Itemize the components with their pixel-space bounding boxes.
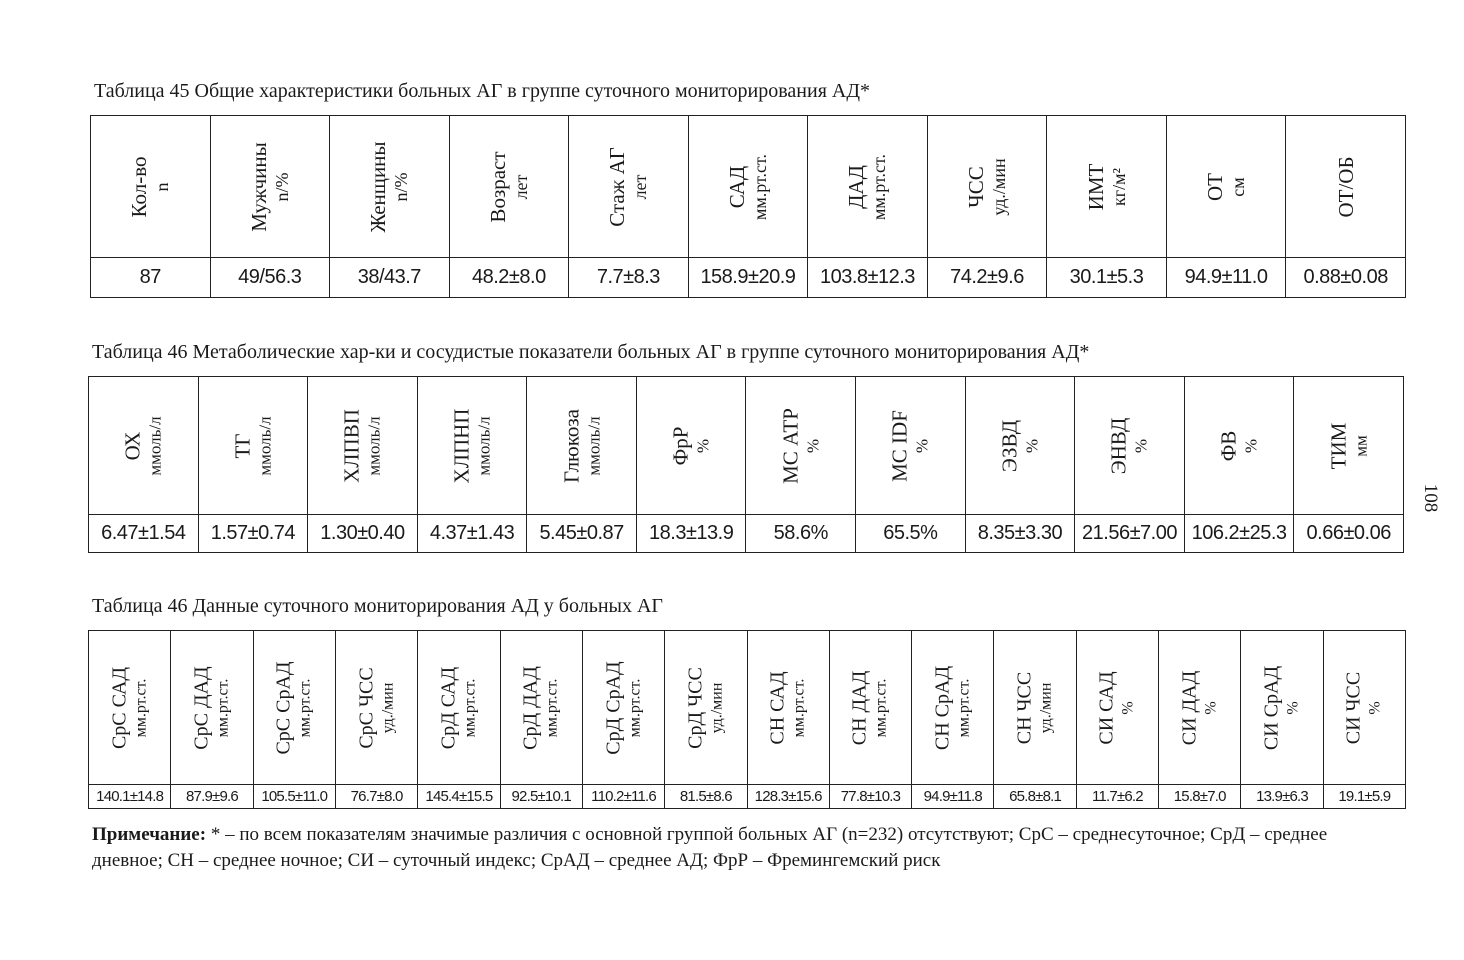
- header-label: ФВ: [1216, 430, 1241, 461]
- table46a-caption: Таблица 46 Метаболические хар-ки и сосудистые показатели больных АГ в группе суточного мониторирования АД*: [92, 341, 1090, 363]
- header-cell: [746, 377, 856, 515]
- header-unit: уд./мин: [708, 682, 726, 733]
- header-unit: см: [1228, 176, 1249, 197]
- header-label: СИ ДАД: [1178, 670, 1201, 745]
- header-unit: n: [152, 182, 173, 191]
- header-unit: %: [1131, 438, 1151, 453]
- value-cell: 15.8±7.0: [1159, 785, 1241, 809]
- header-unit: мм.рт.ст.: [872, 678, 890, 737]
- header-cell: [856, 377, 966, 515]
- header-unit: мм.рт.ст.: [461, 678, 479, 737]
- header-label: СН ДАД: [848, 670, 871, 745]
- header-row: [91, 116, 1406, 258]
- value-row: [89, 515, 1404, 553]
- header-unit: мм.рт.ст.: [132, 678, 150, 737]
- note-label: Примечание:: [92, 824, 207, 845]
- value-cell: 145.4±15.5: [418, 785, 500, 809]
- header-unit: %: [912, 438, 932, 453]
- header-label: ЭЗВД: [997, 419, 1022, 472]
- header-text: [1334, 156, 1358, 217]
- header-text: [273, 661, 316, 754]
- header-row: [89, 631, 1406, 785]
- value-cell: 77.8±10.3: [829, 785, 911, 809]
- header-label: МС IDF: [887, 409, 912, 482]
- header-cell: [569, 116, 689, 258]
- header-unit: %: [1202, 700, 1220, 715]
- header-unit: ммоль/л: [145, 415, 165, 476]
- value-cell: 128.3±15.6: [747, 785, 829, 809]
- header-label: Глюкоза: [559, 408, 584, 483]
- header-cell: [1323, 631, 1405, 785]
- header-text: [997, 419, 1042, 471]
- header-text: [437, 666, 480, 748]
- header-text: [931, 665, 974, 749]
- header-text: [1261, 665, 1304, 749]
- header-label: СИ САД: [1095, 670, 1118, 745]
- header-cell: [500, 631, 582, 785]
- header-cell: [927, 116, 1047, 258]
- header-label: ТГ: [230, 433, 255, 458]
- value-cell: 140.1±14.8: [89, 785, 171, 809]
- header-label: СрС САД: [108, 666, 131, 749]
- header-label: ЧСС: [963, 165, 988, 208]
- header-unit: мм.рт.ст.: [869, 153, 890, 220]
- header-text: [684, 667, 727, 749]
- header-text: [190, 666, 233, 749]
- header-label: СрД ЧСС: [684, 666, 707, 749]
- header-label: СрС ЧСС: [355, 666, 378, 749]
- value-cell: 4.37±1.43: [417, 515, 527, 553]
- header-cell: [688, 116, 808, 258]
- header-text: [1084, 163, 1130, 210]
- header-unit: n/%: [391, 172, 412, 202]
- header-unit: %: [1119, 700, 1137, 715]
- header-cell: [994, 631, 1076, 785]
- header-unit: мм.рт.ст.: [296, 678, 314, 737]
- header-cell: [1166, 116, 1286, 258]
- value-cell: 1.57±0.74: [198, 515, 308, 553]
- header-label: Возраст: [485, 150, 510, 223]
- header-text: [778, 408, 823, 484]
- value-row: [91, 258, 1406, 298]
- header-cell: [198, 377, 308, 515]
- header-label: ОХ: [120, 431, 145, 460]
- header-cell: [747, 631, 829, 785]
- value-cell: 106.2±25.3: [1184, 515, 1294, 553]
- header-text: [602, 661, 645, 754]
- header-label: ДАД: [844, 164, 869, 209]
- header-text: [121, 416, 166, 475]
- value-cell: 19.1±5.9: [1323, 785, 1405, 809]
- header-cell: [449, 116, 569, 258]
- header-label: МС АТР: [778, 407, 803, 484]
- value-cell: 48.2±8.0: [449, 258, 569, 298]
- header-unit: %: [693, 438, 713, 453]
- value-cell: 21.56±7.00: [1075, 515, 1185, 553]
- value-cell: 7.7±8.3: [569, 258, 689, 298]
- value-cell: 65.5%: [856, 515, 966, 553]
- header-text: [366, 141, 412, 232]
- header-label: СИ СрАД: [1260, 665, 1283, 750]
- header-cell: [253, 631, 335, 785]
- header-cell: [829, 631, 911, 785]
- header-unit: %: [803, 438, 823, 453]
- value-cell: 0.66±0.06: [1294, 515, 1404, 553]
- value-cell: 38/43.7: [330, 258, 450, 298]
- header-label: СрС ДАД: [190, 665, 213, 750]
- value-cell: 6.47±1.54: [89, 515, 199, 553]
- value-cell: 30.1±5.3: [1047, 258, 1167, 298]
- header-cell: [89, 631, 171, 785]
- header-unit: ммоль/л: [584, 415, 604, 476]
- value-cell: 81.5±8.6: [665, 785, 747, 809]
- header-cell: [89, 377, 199, 515]
- header-text: [340, 409, 385, 483]
- header-text: [559, 409, 604, 483]
- header-cell: [91, 116, 211, 258]
- value-cell: 103.8±12.3: [808, 258, 928, 298]
- header-unit: ммоль/л: [364, 415, 384, 476]
- header-text: [108, 666, 151, 748]
- header-cell: [330, 116, 450, 258]
- header-text: [127, 156, 173, 217]
- value-cell: 13.9±6.3: [1241, 785, 1323, 809]
- header-label: Женщины: [366, 140, 391, 233]
- header-label: ЭНВД: [1106, 417, 1131, 474]
- value-cell: 5.45±0.87: [527, 515, 637, 553]
- header-text: [520, 666, 563, 750]
- table-note: [92, 822, 1392, 874]
- header-cell: [965, 377, 1075, 515]
- header-unit: уд./мин: [379, 682, 397, 733]
- table45-caption: Таблица 45 Общие характеристики больных АГ в группе суточного мониторирования АД*: [94, 80, 870, 102]
- header-label: Мужчины: [246, 141, 271, 232]
- header-label: Стаж АГ: [605, 146, 630, 227]
- header-cell: [171, 631, 253, 785]
- header-label: СН САД: [766, 670, 789, 745]
- header-unit: кг/м²: [1108, 167, 1129, 206]
- header-text: [1343, 671, 1386, 743]
- header-unit: мм.рт.ст.: [749, 153, 770, 220]
- header-text: [486, 151, 532, 222]
- header-cell: [665, 631, 747, 785]
- table-46-metabolic: [88, 376, 1404, 553]
- header-cell: [308, 377, 418, 515]
- header-text: [1178, 670, 1221, 745]
- header-text: [1107, 417, 1152, 474]
- header-text: [230, 416, 275, 475]
- header-label: ОТ: [1203, 172, 1228, 201]
- header-label: СрС СрАД: [272, 660, 295, 755]
- value-cell: 58.6%: [746, 515, 856, 553]
- value-cell: 105.5±11.0: [253, 785, 335, 809]
- header-cell: [636, 377, 746, 515]
- header-text: [725, 153, 771, 219]
- header-text: [964, 158, 1010, 215]
- header-label: СрД СрАД: [602, 660, 625, 755]
- header-unit: лет: [510, 174, 531, 199]
- header-label: СИ ЧСС: [1342, 671, 1365, 744]
- header-text: [669, 426, 714, 465]
- header-unit: ммоль/л: [255, 415, 275, 476]
- header-label: ХЛПНП: [449, 408, 474, 483]
- header-cell: [1294, 377, 1404, 515]
- value-cell: 0.88±0.08: [1286, 258, 1406, 298]
- header-unit: мм: [1351, 434, 1371, 457]
- header-text: [888, 410, 933, 482]
- header-text: [247, 142, 293, 232]
- value-cell: 94.9±11.8: [912, 785, 994, 809]
- header-unit: %: [1366, 700, 1384, 715]
- value-cell: 18.3±13.9: [636, 515, 746, 553]
- header-unit: уд./мин: [988, 157, 1009, 216]
- page-number: 108: [1420, 483, 1441, 513]
- header-label: СрД ДАД: [519, 665, 542, 750]
- header-cell: [210, 116, 330, 258]
- header-unit: уд./мин: [1037, 682, 1055, 733]
- value-cell: 11.7±6.2: [1076, 785, 1158, 809]
- header-cell: [335, 631, 417, 785]
- header-cell: [418, 631, 500, 785]
- header-unit: %: [1284, 700, 1302, 715]
- header-cell: [417, 377, 527, 515]
- header-text: [605, 147, 651, 227]
- note-text: * – по всем показателям значимые различия с основной группой больных АГ (n=232) отсутствуют; СрС – среднесуточное; СрД – среднее дневное; СН – среднее ночное; СИ – суточный индекс; СрАД – среднее АД; ФрР – Фремингемский риск: [92, 824, 1328, 871]
- value-cell: 94.9±11.0: [1166, 258, 1286, 298]
- header-unit: мм.рт.ст.: [790, 678, 808, 737]
- header-cell: [527, 377, 637, 515]
- header-unit: ммоль/л: [474, 415, 494, 476]
- header-cell: [1075, 377, 1185, 515]
- value-cell: 76.7±8.0: [335, 785, 417, 809]
- header-cell: [1076, 631, 1158, 785]
- header-cell: [1047, 116, 1167, 258]
- header-cell: [1286, 116, 1406, 258]
- header-unit: лет: [630, 174, 651, 199]
- header-text: [844, 153, 890, 219]
- value-cell: 87.9±9.6: [171, 785, 253, 809]
- header-label: ОТ/ОБ: [1333, 155, 1358, 218]
- table46b-caption: Таблица 46 Данные суточного мониторирования АД у больных АГ: [92, 595, 663, 617]
- header-cell: [1241, 631, 1323, 785]
- table-45: [90, 115, 1406, 298]
- value-cell: 65.8±8.1: [994, 785, 1076, 809]
- header-label: ИМТ: [1083, 163, 1108, 210]
- value-cell: 1.30±0.40: [308, 515, 418, 553]
- header-text: [1217, 430, 1262, 461]
- header-cell: [1184, 377, 1294, 515]
- header-cell: [912, 631, 994, 785]
- value-cell: 8.35±3.30: [965, 515, 1075, 553]
- header-unit: %: [1022, 438, 1042, 453]
- header-row: [89, 377, 1404, 515]
- header-unit: мм.рт.ст.: [626, 678, 644, 737]
- header-cell: [582, 631, 664, 785]
- header-label: ФрР: [668, 426, 693, 465]
- header-label: Кол-во: [127, 156, 152, 217]
- header-cell: [1159, 631, 1241, 785]
- header-text: [450, 408, 495, 483]
- value-cell: 110.2±11.6: [582, 785, 664, 809]
- header-text: [1326, 422, 1371, 469]
- header-label: СН ЧСС: [1013, 671, 1036, 744]
- table-46-monitoring: [88, 630, 1406, 809]
- value-cell: 87: [91, 258, 211, 298]
- header-cell: [808, 116, 928, 258]
- header-unit: мм.рт.ст.: [214, 678, 232, 737]
- header-label: САД: [724, 165, 749, 208]
- header-text: [355, 667, 398, 748]
- header-label: СрД САД: [437, 666, 460, 749]
- header-label: ТИМ: [1326, 422, 1351, 469]
- value-cell: 74.2±9.6: [927, 258, 1047, 298]
- value-row: [89, 785, 1406, 809]
- header-text: [1096, 671, 1139, 744]
- header-unit: %: [1241, 438, 1261, 453]
- header-unit: мм.рт.ст.: [955, 678, 973, 737]
- header-text: [1014, 671, 1057, 743]
- value-cell: 92.5±10.1: [500, 785, 582, 809]
- header-text: [767, 671, 810, 744]
- header-label: ХЛПВП: [339, 408, 364, 483]
- header-label: СН СрАД: [931, 665, 954, 750]
- value-cell: 49/56.3: [210, 258, 330, 298]
- header-unit: n/%: [271, 172, 292, 202]
- value-cell: 158.9±20.9: [688, 258, 808, 298]
- header-text: [1203, 173, 1249, 201]
- header-unit: мм.рт.ст.: [543, 678, 561, 737]
- header-text: [849, 670, 892, 745]
